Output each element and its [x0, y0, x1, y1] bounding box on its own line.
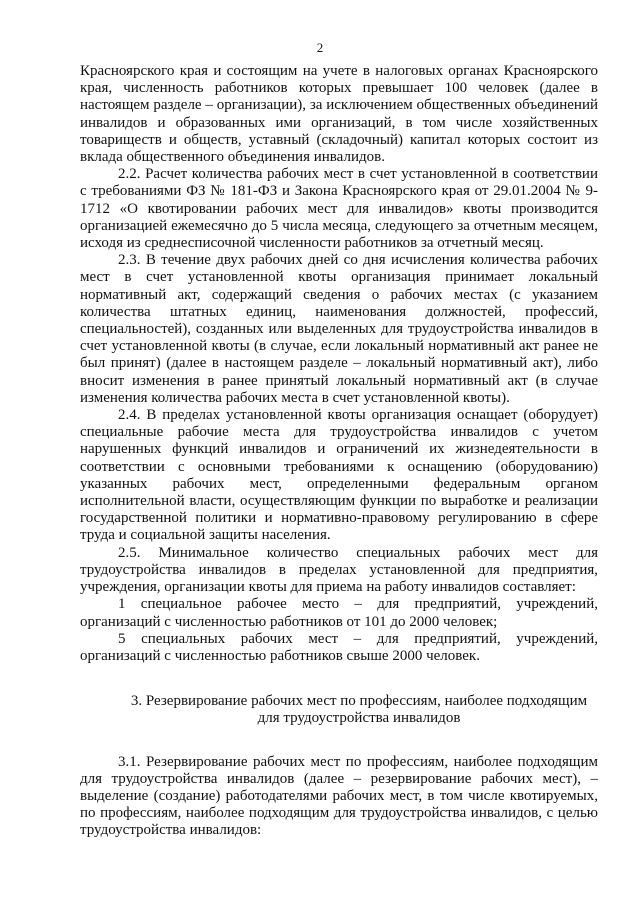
document-body	[80, 63, 598, 840]
paragraph-continuation: Красноярского края и состоящим на учете в налоговых органах Красноярского края, численность работников которых превышает 100 человек (далее в настоящем разделе – организации), за исключением общественных объединений инвалидов и образованных ими организаций, в том числе хозяйственных товариществ и обществ, уставный (складочный) капитал которых состоит из вклада общественного объединения инвалидов.	[80, 63, 598, 166]
section-heading-line-1: 3. Резервирование рабочих мест по профессиям, наиболее подходящим	[130, 693, 588, 710]
paragraph-2-5: 2.5. Минимальное количество специальных рабочих мест для трудоустройства инвалидов в пределах установленной для предприятия, учреждения, организации квоты для приема на работу инвалидов составляет:	[80, 544, 598, 596]
section-heading-line-2: для трудоустройства инвалидов	[257, 710, 461, 727]
spacer	[80, 665, 598, 693]
paragraph-2-2: 2.2. Расчет количества рабочих мест в счет установленной в соответствии с требованиями ФЗ № 181-ФЗ и Закона Красноярского края от 29.01.2004 № 9-1712 «О квотировании рабочих мест для инвалидов» квоты производится организацией ежемесячно до 5 числа месяца, следующего за отчетным месяцем, исходя из среднесписочной численности работников за отчетный месяц.	[80, 166, 598, 252]
paragraph-quota-1: 1 специальное рабочее место – для предприятий, учреждений, организаций с численностью работников от 101 до 2000 человек;	[80, 596, 598, 630]
paragraph-3-1: 3.1. Резервирование рабочих мест по профессиям, наиболее подходящим для трудоустройства инвалидов (далее – резервирование рабочих мест), – выделение (создание) работодателями рабочих мест, в том числе квотируемых, по профессиям, наиболее подходящим для трудоустройства инвалидов, с целью трудоустройства инвалидов:	[80, 753, 598, 839]
paragraph-quota-5: 5 специальных рабочих мест – для предприятий, учреждений, организаций с численностью работников свыше 2000 человек.	[80, 630, 598, 664]
spacer	[80, 728, 598, 754]
paragraph-2-3: 2.3. В течение двух рабочих дней со дня исчисления количества рабочих мест в счет установленной квоты организация принимает локальный нормативный акт, содержащий сведения о рабочих местах (с указанием количества штатных единиц, наименования должностей, профессий, специальностей), созданных или выделенных для трудоустройства инвалидов в счет установленной квоты (в случае, если локальный нормативный акт ранее не был принят) (далее в настоящем разделе – локальный нормативный акт), либо вносит изменения в ранее принятый локальный нормативный акт (в случае изменения количества рабочих места в счет установленной квоты).	[80, 252, 598, 406]
page-number: 2	[316, 40, 324, 55]
paragraph-2-4: 2.4. В пределах установленной квоты организация оснащает (оборудует) специальные рабочие места для трудоустройства инвалидов с учетом нарушенных функций инвалидов и ограничений их жизнедеятельности в соответствии с основными требованиями к оснащению (оборудованию) указанных рабочих мест, определенными федеральным органом исполнительной власти, осуществляющим функции по выработке и реализации государственной политики и нормативно-правовому регулированию в сфере труда и социальной защиты населения.	[80, 407, 598, 544]
